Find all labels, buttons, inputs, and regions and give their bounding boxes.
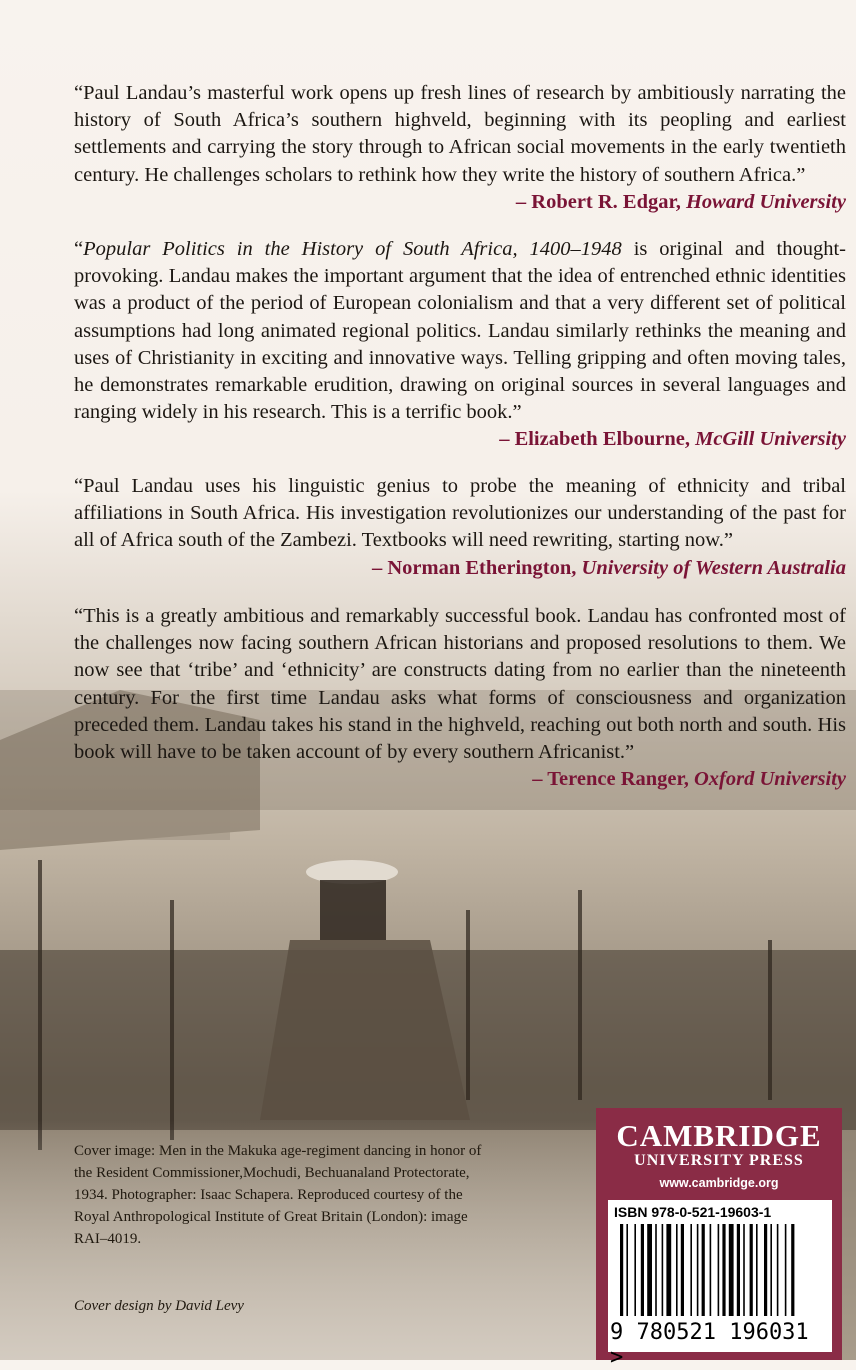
quote-text: “Paul Landau’s masterful work opens up fresh lines of research by ambitiously narrating the history of South Africa’s southern highveld, beginning with its peopling and earliest settlements and carrying the story through to African social movements in the early twentieth century. He challenges scholars to rethink how they write the history of southern Africa.” <box>74 82 846 186</box>
quote-author: – Terence Ranger, <box>532 768 694 791</box>
quote-institution: Oxford University <box>693 768 846 791</box>
barcode-icon <box>616 1224 824 1320</box>
publisher-name: CAMBRIDGE <box>616 1118 822 1153</box>
quote-author: – Robert R. Edgar, <box>515 190 686 213</box>
quote-text: “Paul Landau uses his linguistic genius to probe the meaning of ethnicity and tribal affiliations in South Africa. His investigation revolutionizes our understanding of the past for all of Africa south of the Zambezi. Textbooks will need rewriting, starting now.” <box>74 475 846 552</box>
book-title: Popular Politics in the History of South Africa, 1400–1948 <box>83 238 622 260</box>
publisher-press: UNIVERSITY PRESS <box>634 1152 804 1169</box>
quote-institution: McGill University <box>695 428 846 451</box>
cover-image-credit: Cover image: Men in the Makuka age-regiment dancing in honor of the Resident Commissioner,Mochudi, Bechuanaland Protectorate, 1934. Photographer: Isaac Schapera. Reproduced courtesy of the Royal Anthropological Institute of Great Britain (London): image RAI–4019. <box>74 1143 482 1247</box>
endorsement-edgar <box>74 80 846 216</box>
quote-author: – Elizabeth Elbourne, <box>499 428 696 451</box>
quote-text: “Popular Politics in the History of South Africa, 1400–1948 is original and thought-provoking. Landau makes the important argument that the idea of entrenched ethnic identities was a product of the period of European colonialism and that a very different set of political assumptions had long animated regional politics. Landau similarly rethinks the meaning and uses of Christianity in exciting and innovative ways. Telling gripping and often moving tales, he demonstrates remarkable erudition, drawing on original sources in several languages and ranging widely in his research. This is a terrific book.” <box>74 238 846 424</box>
publisher-url: www.cambridge.org <box>659 1176 779 1190</box>
quote-author: – Norman Etherington, <box>371 556 582 579</box>
endorsement-ranger <box>74 603 846 793</box>
isbn-barcode-box <box>608 1200 832 1370</box>
quote-attribution <box>74 426 846 453</box>
quote-institution: University of Western Australia <box>581 556 846 579</box>
isbn-digits: 9 780521 196031 > <box>610 1320 809 1370</box>
quote-attribution <box>74 766 846 793</box>
quote-attribution <box>74 189 846 216</box>
quote-text: “This is a greatly ambitious and remarkably successful book. Landau has confronted most of the challenges now facing southern African historians and proposed resolutions to them. We now see that ‘tribe’ and ‘ethnicity’ are constructs dating from no earlier than the nineteenth century. For the first time Landau asks what forms of consciousness and organization preceded them. Landau takes his stand in the highveld, reaching out both north and south. His book will have to be taken account of by every southern Africanist.” <box>74 605 846 764</box>
cover-design-credit: Cover design by David Levy <box>74 1298 244 1314</box>
endorsement-elbourne <box>74 236 846 454</box>
quote-attribution <box>74 555 846 582</box>
publisher-block <box>596 1108 842 1370</box>
isbn-label: ISBN 978-0-521-19603-1 <box>614 1204 772 1220</box>
endorsement-etherington <box>74 473 846 582</box>
quote-institution: Howard University <box>685 190 846 213</box>
